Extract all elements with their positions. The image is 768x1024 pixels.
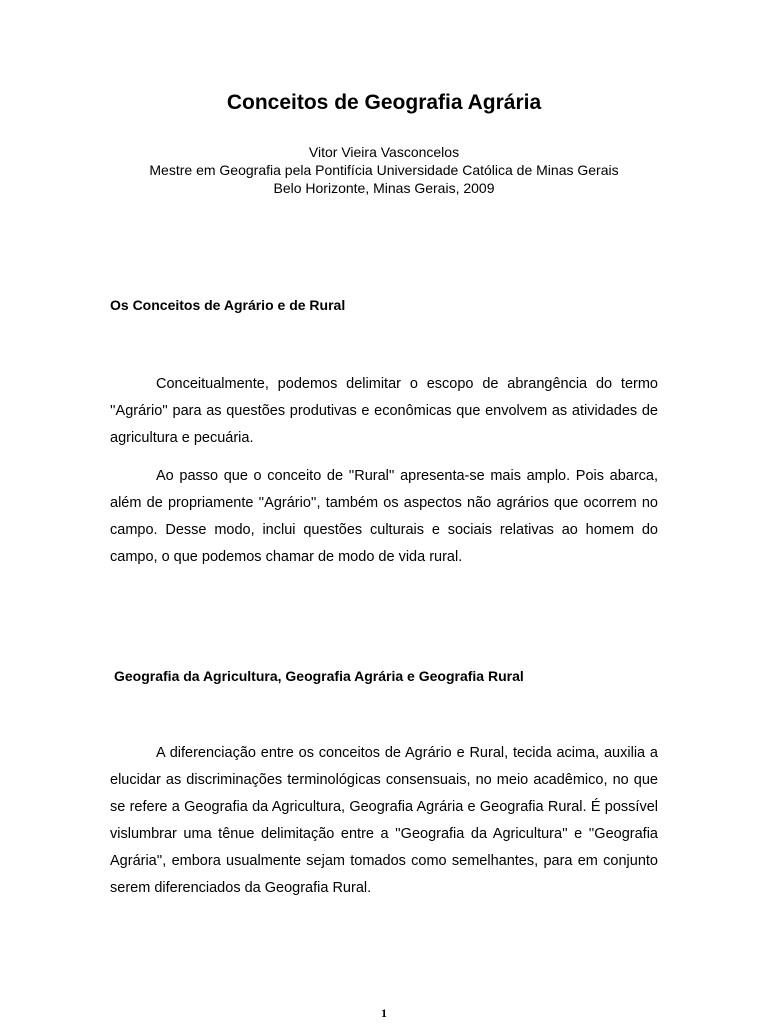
- author-name: Vitor Vieira Vasconcelos: [308, 144, 460, 160]
- document-title: Conceitos de Geografia Agrária: [226, 91, 542, 114]
- paragraph: A diferenciação entre os conceitos de Agrário e Rural, tecida acima, auxilia a elucidar as discriminações terminológicas consensuais, no meio acadêmico, no que se refere a Geografia da Agricultura, Geografia Agrária e Geografia Rural. É possível vislumbrar uma tênue delimitação entre a ''Geografia da Agricultura'' e ''Geografia Agrária'', embora usualmente sejam tomados como semelhantes, para em conjunto serem diferenciados da Geografia Rural.: [110, 745, 658, 896]
- paragraph: Conceitualmente, podemos delimitar o escopo de abrangência do termo ''Agrário'' para as questões produtivas e econômicas que envolvem as atividades de agricultura e pecuária.: [110, 376, 658, 446]
- section-heading: Os Conceitos de Agrário e de Rural: [110, 297, 346, 313]
- author-block: [0, 143, 768, 197]
- author-credential: Mestre em Geografia pela Pontifícia Universidade Católica de Minas Gerais: [149, 162, 619, 178]
- page-number: 1: [381, 1006, 387, 1020]
- paragraph: Ao passo que o conceito de ''Rural'' apresenta-se mais amplo. Pois abarca, além de propriamente ''Agrário'', também os aspectos não agrários que ocorrem no campo. Desse modo, inclui questões culturais e sociais relativas ao homem do campo, o que podemos chamar de modo de vida rural.: [110, 468, 658, 565]
- section-heading: Geografia da Agricultura, Geografia Agrária e Geografia Rural: [114, 668, 524, 684]
- author-place-date: Belo Horizonte, Minas Gerais, 2009: [273, 180, 495, 196]
